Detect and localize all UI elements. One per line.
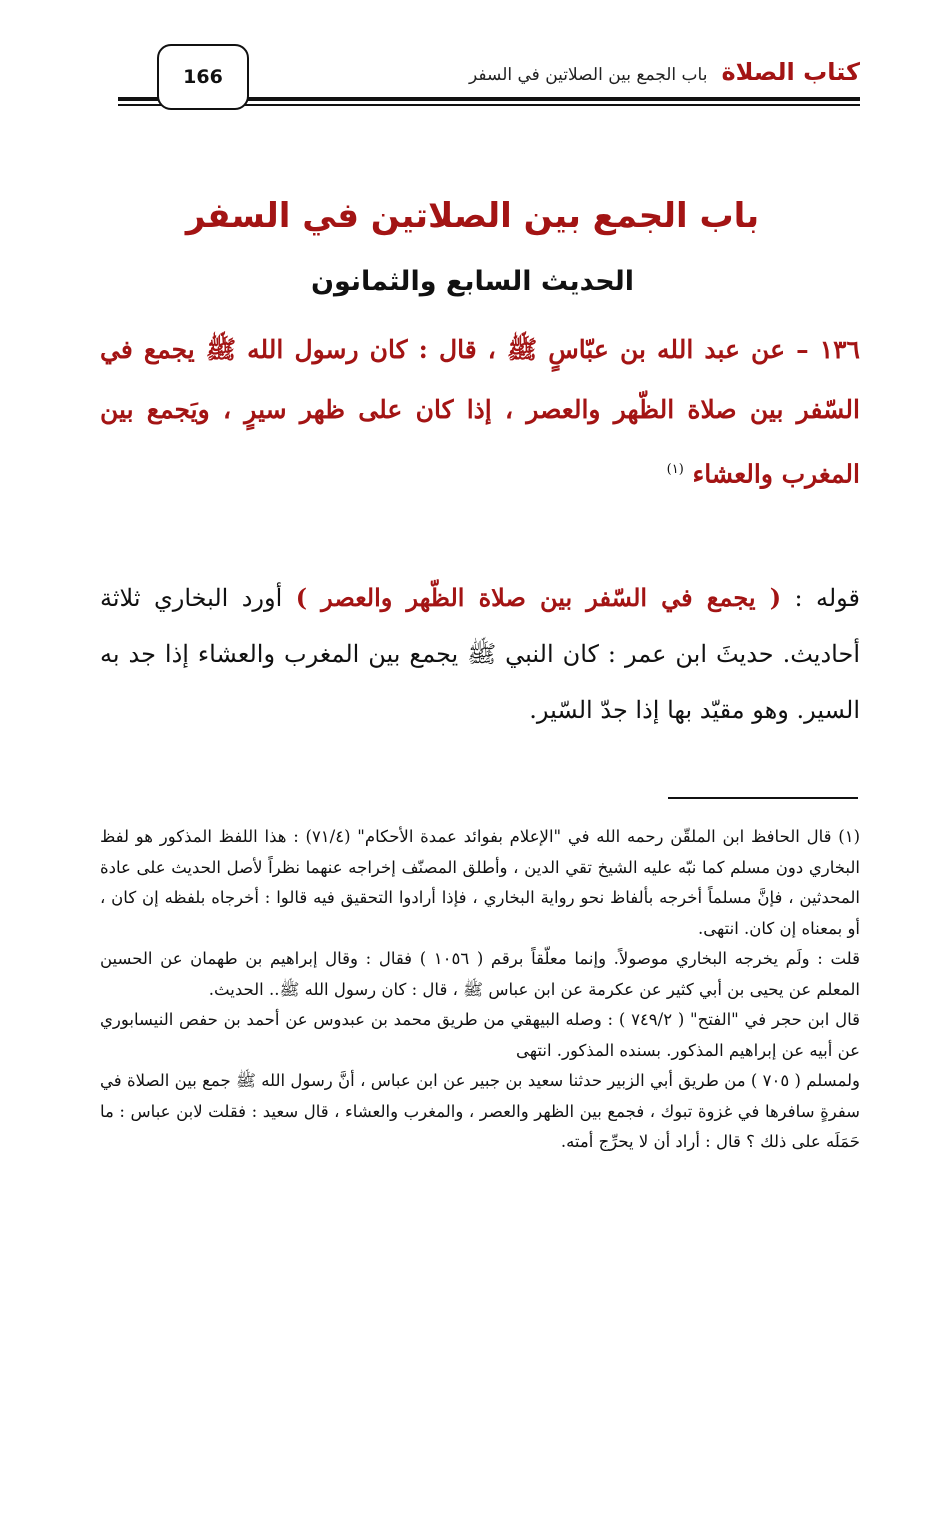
footnote-paragraph: قال ابن حجر في "الفتح" ( ٧٤٩/٢ ) : وصله البيهقي من طريق محمد بن عبدوس عن أحمد بن حفص النيسابوري عن أبيه عن إبراهيم المذكور. بسنده المذكور. انتهى [100, 1010, 860, 1060]
footnote-paragraph: ولمسلم ( ٧٠٥ ) من طريق أبي الزبير حدثنا سعيد بن جبير عن ابن عباس ، أنَّ رسول الله ﷺ جمع بين الصلاة في سفرةٍ سافرها في غزوة تبوك ، فجمع بين الظهر والعصر ، والمغرب والعشاء ، قال سعيد : فقلت لابن عباس : ما حَمَلَه على ذلك ؟ قال : أراد أن لا يحرِّج أمته. [100, 1071, 860, 1151]
book-title: كتاب الصلاة [721, 58, 860, 86]
page-number: 166 [157, 44, 249, 110]
sub-title: الحديث السابع والثمانون [310, 266, 635, 297]
footnote-paragraph: قلت : ولَم يخرجه البخاري موصولاً. وإنما معلّقاً برقم ( ١٠٥٦ ) فقال : وقال إبراهيم بن طهمان عن الحسين المعلم عن يحيى بن أبي كثير عن عكرمة عن ابن عباس ﷺ ، قال : كان رسول الله ﷺ.. الحديث. [100, 949, 860, 999]
hadith-body: ١٣٦ – عن عبد الله بن عبّاسٍ ﷺ ، قال : كان رسول الله ﷺ يجمع في السّفر بين صلاة الظّهر والعصر ، إذا كان على ظهر سيرٍ ، ويَجمع بين المغرب والعشاء [100, 335, 860, 489]
hadith-text [100, 320, 860, 504]
commentary [100, 570, 860, 738]
commentary-lead: قوله : [794, 584, 861, 612]
footnote-paragraph: (١) قال الحافظ ابن الملقّن رحمه الله في "الإعلام بفوائد عمدة الأحكام" (٧١/٤) : هذا اللفظ المذكور هو لفظ البخاري دون مسلم كما نبّه عليه الشيخ تقي الدين ، وأطلق المصنّف إخراجه عنهما نظراً لأصل الحديث على عادة المحدثين ، فإنَّ مسلماً أخرجه بألفاظ نحو رواية البخاري ، فإذا أرادوا التحقيق فيه قالوا : أخرجاه بلفظه إن كان ، أو بمعناه إن كان. انتهى. [100, 827, 860, 938]
footnote-reference: (١) [666, 462, 684, 477]
running-head [469, 58, 860, 86]
page-header [0, 0, 945, 120]
footnotes [100, 822, 860, 1158]
footnote-separator [668, 797, 858, 799]
chapter-title: باب الجمع بين الصلاتين في السفر [469, 65, 708, 85]
main-title: باب الجمع بين الصلاتين في السفر [185, 196, 760, 236]
commentary-body: أورد البخاري ثلاثة أحاديث. حديثَ ابن عمر : كان النبي ﷺ يجمع بين المغرب والعشاء إذا جد به السير. وهو مقيّد بها إذا جدّ السّير. [100, 584, 860, 724]
commentary-quote: ( يجمع في السّفر بين صلاة الظّهر والعصر ) [295, 583, 782, 612]
